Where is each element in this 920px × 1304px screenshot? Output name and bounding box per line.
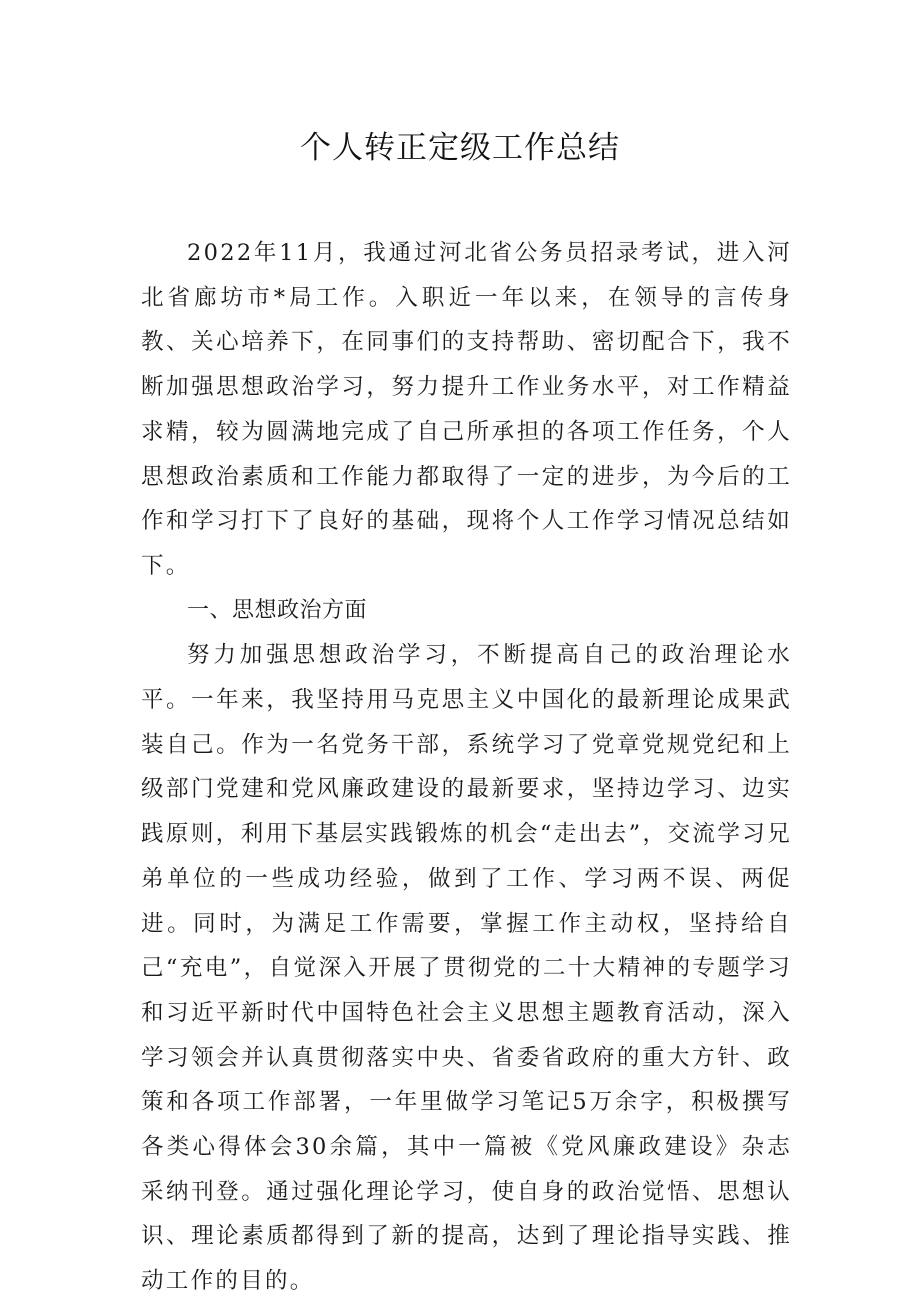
document-title: 个人转正定级工作总结 (300, 130, 620, 166)
section-paragraph: 努力加强思想政治学习，不断提高自己的政治理论水平。一年来，我坚持用马克思主义中国化的最新理论成果武装自己。作为一名党务干部，系统学习了党章党规党纪和上级部门党建和党风廉政建设的最新要求，坚持边学习、边实践原则，利用下基层实践锻炼的机会“走出去”，交流学习兄弟单位的一些成功经验，做到了工作、学习两不误、两促进。同时，为满足工作需要，掌握工作主动权，坚持给自己“充电”，自觉深入开展了贯彻党的二十大精神的专题学习和习近平新时代中国特色社会主义思想主题教育活动，深入学习领会并认真贯彻落实中央、省委省政府的重大方针、政策和各项工作部署，一年里做学习笔记5万余字，积极撰写各类心得体会30余篇，其中一篇被《党风廉政建设》杂志采纳刊登。通过强化理论学习，使自身的政治觉悟、思想认识、理论素质都得到了新的提高，达到了理论指导实践、推动工作的目的。 (141, 642, 792, 1295)
section-heading: 一、思想政治方面 (187, 597, 368, 623)
document-body (141, 231, 792, 1304)
intro-paragraph: 2022年11月，我通过河北省公务员招录考试，进入河北省廊坊市*局工作。入职近一年以来，在领导的言传身教、关心培养下，在同事们的支持帮助、密切配合下，我不断加强思想政治学习，努力提升工作业务水平，对工作精益求精，较为圆满地完成了自己所承担的各项工作任务，个人思想政治素质和工作能力都取得了一定的进步，为今后的工作和学习打下了良好的基础，现将个人工作学习情况总结如下。 (141, 240, 792, 579)
